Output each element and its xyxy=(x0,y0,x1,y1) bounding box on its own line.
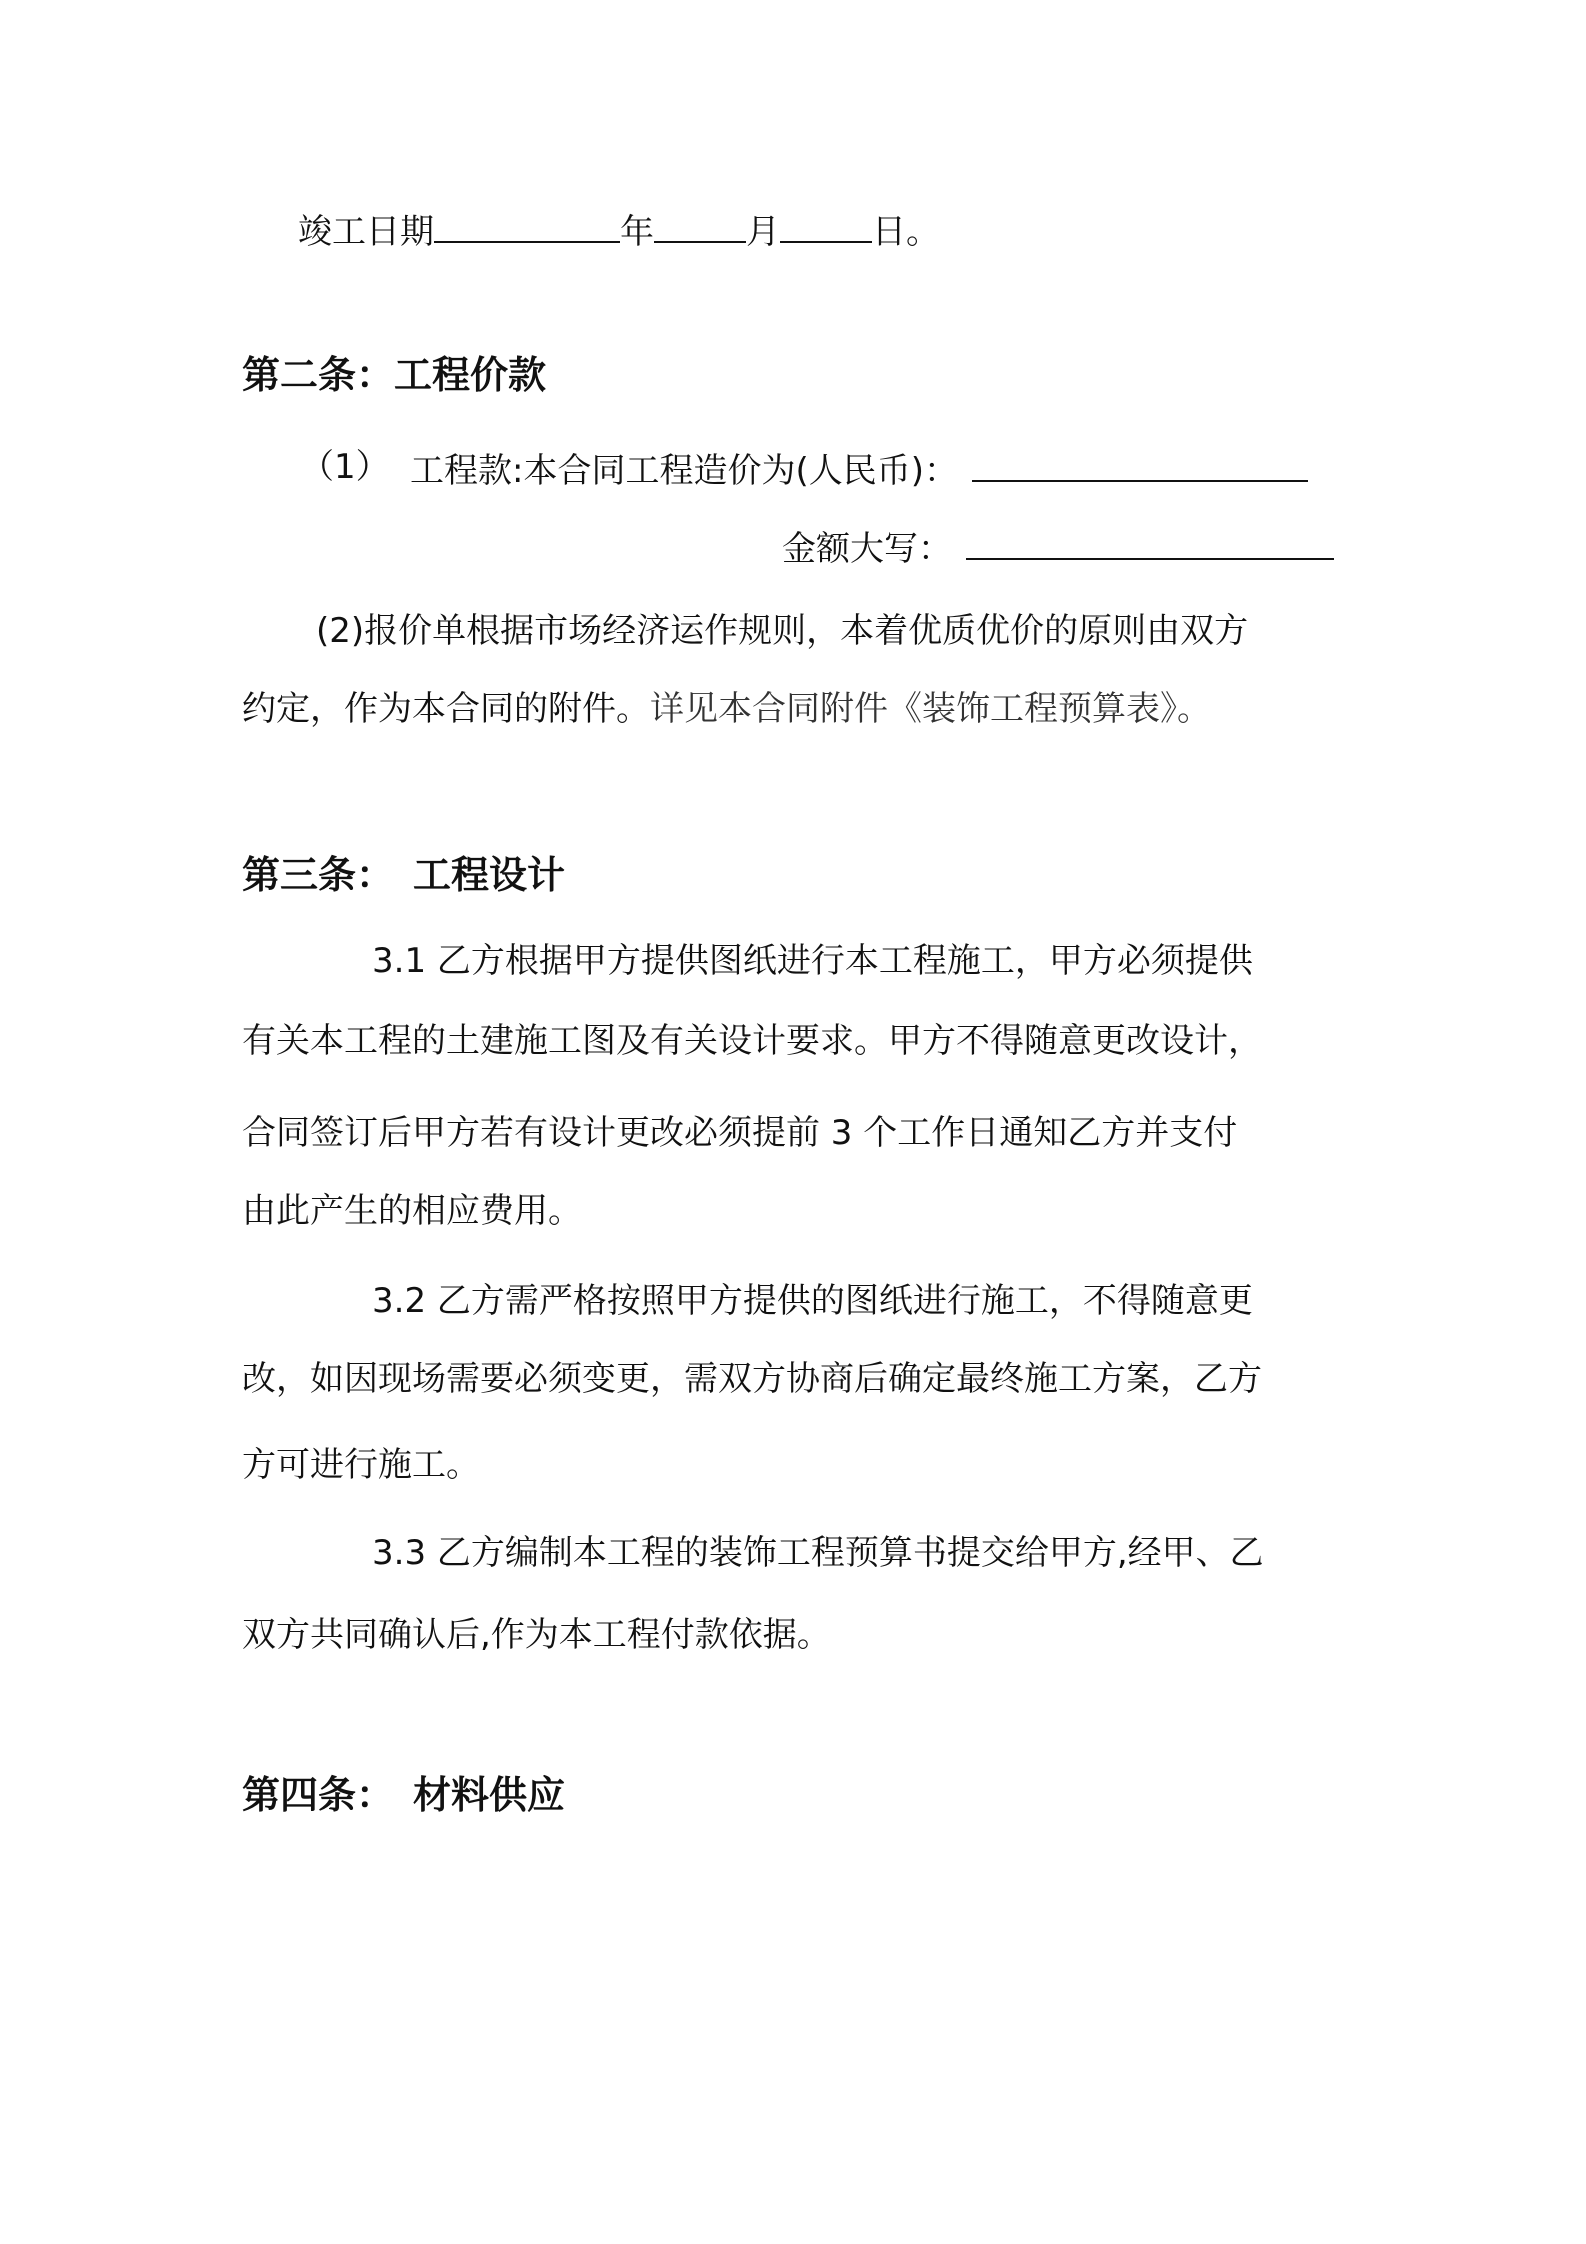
article2-item2-line2 xyxy=(242,686,1211,732)
p32-line3: 方可进行施工。 xyxy=(242,1445,480,1485)
p31-line3: 合同签订后甲方若有设计更改必须提前 3 个工作日通知乙方并支付 xyxy=(242,1113,1238,1153)
article2-heading: 第二条：工程价款 xyxy=(242,353,547,397)
amount-words-blank[interactable] xyxy=(966,522,1334,560)
p33-line2: 双方共同确认后,作为本工程付款依据。 xyxy=(242,1615,831,1655)
completion-date-label: 竣工日期 xyxy=(298,212,434,252)
completion-year-blank[interactable] xyxy=(434,205,620,243)
article2-item2-line2a: 约定，作为本合同的附件。 xyxy=(242,689,650,729)
article4-heading: 第四条： 材料供应 xyxy=(242,1773,566,1817)
completion-month-label: 月 xyxy=(746,212,780,252)
contract-price-blank[interactable] xyxy=(972,444,1308,482)
amount-words-label: 金额大写： xyxy=(782,529,952,569)
p31-line1: 3.1 乙方根据甲方提供图纸进行本工程施工，甲方必须提供 xyxy=(372,941,1253,981)
completion-day-blank[interactable] xyxy=(780,205,872,243)
article2-item2-line1: (2)报价单根据市场经济运作规则，本着优质优价的原则由双方 xyxy=(316,611,1249,651)
p32-line2: 改，如因现场需要必须变更，需双方协商后确定最终施工方案，乙方 xyxy=(242,1359,1262,1399)
article2-item1-label: 工程款:本合同工程造价为(人民币)： xyxy=(410,451,958,491)
article2-amount-words xyxy=(782,522,1334,572)
article2-item1-marker: （1） xyxy=(300,447,390,487)
completion-day-label: 日。 xyxy=(872,212,940,252)
attachment-reference: 详见本合同附件《装饰工程预算表》。 xyxy=(650,689,1211,729)
article2-item1 xyxy=(410,444,1308,494)
completion-date-line xyxy=(298,205,940,255)
p33-line1: 3.3 乙方编制本工程的装饰工程预算书提交给甲方,经甲、乙 xyxy=(372,1533,1264,1573)
p31-line2: 有关本工程的土建施工图及有关设计要求。甲方不得随意更改设计， xyxy=(242,1021,1262,1061)
p31-line4: 由此产生的相应费用。 xyxy=(242,1191,582,1231)
p32-line1: 3.2 乙方需严格按照甲方提供的图纸进行施工，不得随意更 xyxy=(372,1281,1253,1321)
completion-month-blank[interactable] xyxy=(654,205,746,243)
completion-year-label: 年 xyxy=(620,212,654,252)
article3-heading: 第三条： 工程设计 xyxy=(242,853,566,897)
